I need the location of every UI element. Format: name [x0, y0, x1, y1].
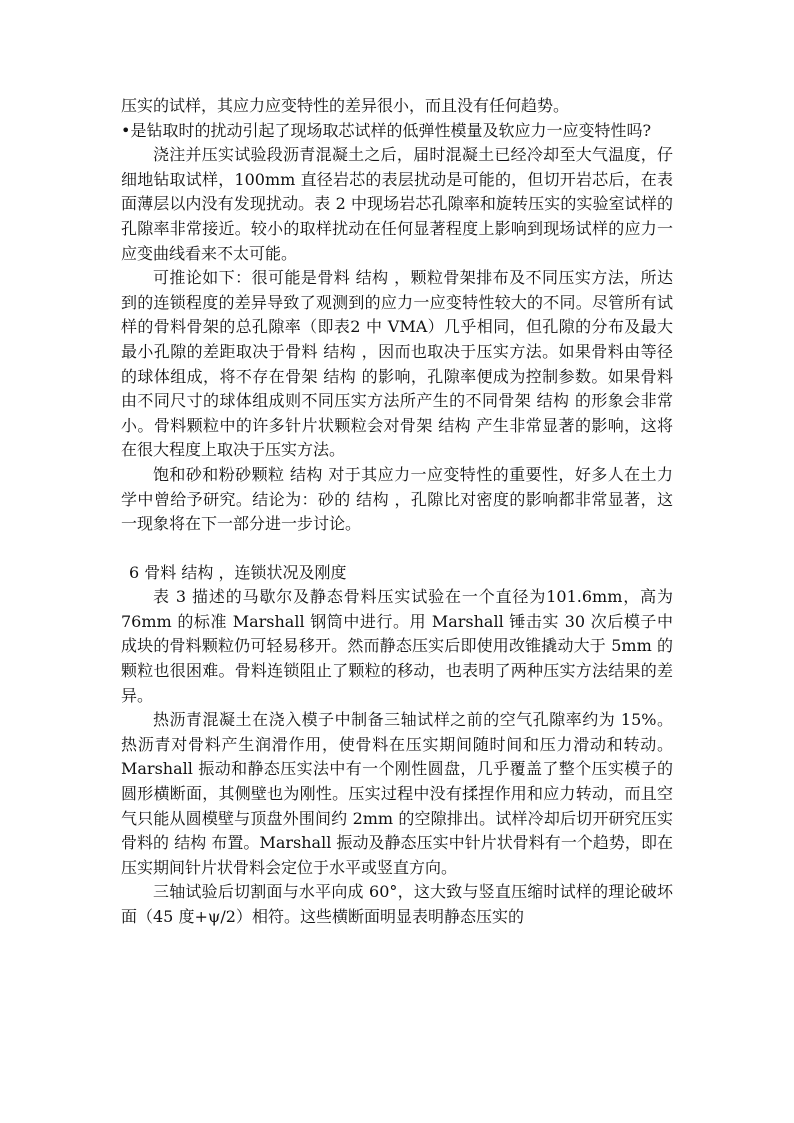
- paragraph-4: 可推论如下：很可能是骨料 结构 ，颗粒骨架排布及不同压实方法，所达到的连锁程度的差异导致了观测到的应力一应变特性较大的不同。尽管所有试样的骨料骨架的总孔隙率（即表2 中 VMA）几乎相同，但孔隙的分布及最大最小孔隙的差距取决于骨料 结构 ，因而也取决于压实方法。如果骨料由等径的球体组成，将不存在骨架 结构 的影响，孔隙率便成为控制参数。如果骨料由不同尺寸的球体组成则不同压实方法所产生的不同骨架 结构 的形象会非常小。骨料颗粒中的许多针片状颗粒会对骨架 结构 产生非常显著的影响，这将在很大程度上取决于压实方法。: [121, 268, 673, 460]
- paragraph-5: 饱和砂和粉砂颗粒 结构 对于其应力一应变特性的重要性，好多人在土力学中曾给予研究。结论为：砂的 结构 ，孔隙比对密度的影响都非常显著，这一现象将在下一部分进一步讨论。: [121, 464, 673, 534]
- paragraph-7: 热沥青混凝土在浇入模子中制备三轴试样之前的空气孔隙率约为 15%。热沥青对骨料产生润滑作用，使骨料在压实期间随时间和压力滑动和转动。Marshall 振动和静态压实法中有一个刚性圆盘，几乎覆盖了整个压实模子的圆形横断面，其侧壁也为刚性。压实过程中没有揉捏作用和应力转动，而且空气只能从圆模壁与顶盘外围间约 2mm 的空隙排出。试样冷却后切开研究压实骨料的 结构 布置。Marshall 振动及静态压实中针片状骨料有一个趋势，即在压实期间针片状骨料会定位于水平或竖直方向。: [121, 710, 673, 877]
- section-heading: 6 骨料 结构 ，连锁状况及刚度: [129, 562, 347, 582]
- document-page: [121, 94, 673, 930]
- paragraph-8: 三轴试验后切割面与水平向成 60°，这大致与竖直压缩时试样的理论破坏面（45 度+ψ/2）相符。这些横断面明显表明静态压实的: [121, 882, 673, 926]
- bullet-question: •是钻取时的扰动引起了现场取芯试样的低弹性模量及软应力一应变特性吗?: [121, 120, 652, 140]
- section-gap: [121, 537, 673, 561]
- paragraph-6: 表 3 描述的马歇尔及静态骨料压实试验在一个直径为101.6mm，高为 76mm 的标准 Marshall 钢筒中进行。用 Marshall 锤击实 30 次后模子中成块的骨料颗粒仍可轻易移开。然而静态压实后即使用改锥撬动大于 5mm 的颗粒也很困难。骨料连锁阻止了颗粒的移动，也表明了两种压实方法结果的差异。: [121, 587, 673, 705]
- paragraph-1: 压实的试样，其应力应变特性的差异很小，而且没有任何趋势。: [121, 96, 570, 115]
- paragraph-3: 浇注并压实试验段沥青混凝土之后，届时混凝土已经冷却至大气温度，仔细地钻取试样，100mm 直径岩芯的表层扰动是可能的，但切开岩芯后，在表面薄层以内没有发现扰动。表 2 中现场岩芯孔隙率和旋转压实的实验室试样的孔隙率非常接近。较小的取样扰动在任何显著程度上影响到现场试样的应力一应变曲线看来不太可能。: [121, 145, 673, 263]
